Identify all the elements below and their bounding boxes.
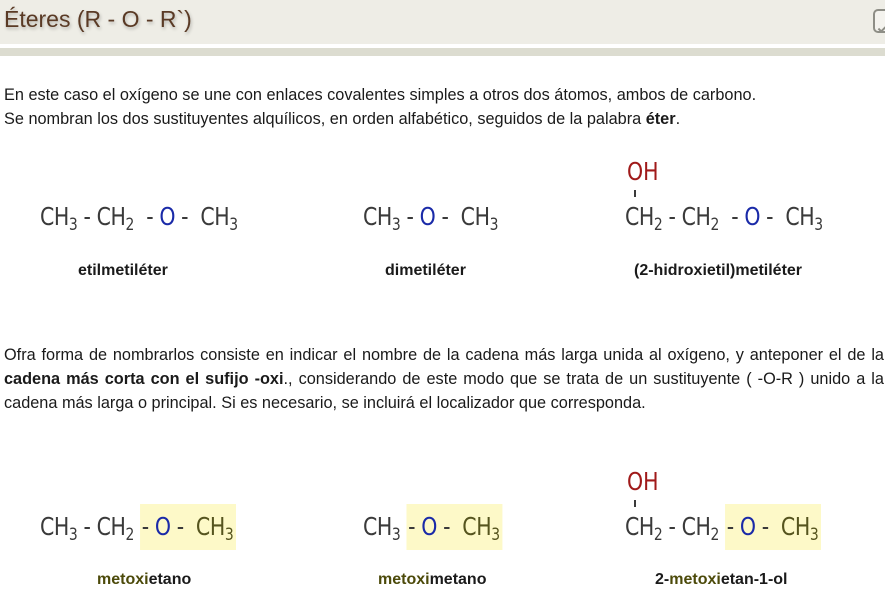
hydroxyl-group: OH (627, 467, 659, 496)
highlight-oxy-group: - O - $CH_3$ (406, 504, 502, 550)
hydroxyl-group: OH (627, 157, 659, 186)
intro-bold-eter: éter (645, 110, 676, 128)
highlight-oxy-group: - O - $CH_3$ (725, 504, 821, 550)
intro-paragraph (4, 83, 884, 131)
formula-hidroxietilmetileter: $CH_2 - CH_2$ - O - $CH_3$ (625, 202, 823, 235)
section-header (0, 0, 885, 44)
intro-line-1: En este caso el oxígeno se une con enlaces covalentes simples a otros dos átomos, ambos de carbono. (4, 86, 757, 104)
header-band (0, 48, 885, 56)
formula-metoxietanol: $CH_2 - CH_2$ - O - $CH_3$ (625, 512, 821, 541)
formula-dimetileter: $CH_3$ - O - $CH_3$ (363, 202, 499, 235)
compound-name: etilmetiléter (78, 262, 168, 279)
checkbox-expand-icon[interactable] (873, 9, 885, 33)
page-title: Éteres (R - O - R`) (4, 6, 192, 32)
compound-name: metoxietano (97, 571, 192, 588)
formula-metoxietano: $CH_3 - CH_2$ - O - $CH_3$ (40, 512, 236, 541)
second-paragraph (4, 343, 884, 415)
highlight-oxy-group: - O - $CH_3$ (140, 504, 236, 550)
bond-line (634, 500, 636, 507)
formula-etilmetileter: $CH_3 - CH_2$ - O - $CH_3$ (40, 202, 238, 235)
intro-text: Se nombran los dos sustituyentes alquílicos, en orden alfabético, seguidos de la palabra (4, 110, 646, 128)
second-bold: cadena más corta con el sufijo -oxi (4, 370, 284, 388)
compound-name: 2-metoxietan-1-ol (655, 571, 788, 588)
intro-line-2 (4, 107, 884, 131)
compound-name: dimetiléter (385, 262, 466, 279)
intro-period: . (675, 110, 681, 128)
bond-line (634, 190, 636, 197)
compound-name: metoximetano (378, 571, 487, 588)
second-text-2: ., considerando de este modo que se trata de un sustituyente ( -O-R ) unido a la cadena más larga o principal. Si es necesario, se incluirá el localizador que corresponda. (4, 370, 884, 412)
second-text-1: Ofra forma de nombrarlos consiste en indicar el nombre de la cadena más larga unida al oxígeno, y anteponer el de la (4, 346, 884, 364)
compound-name: (2-hidroxietil)metiléter (634, 262, 803, 279)
formula-metoximetano: $CH_3$ - O - $CH_3$ (363, 512, 502, 541)
